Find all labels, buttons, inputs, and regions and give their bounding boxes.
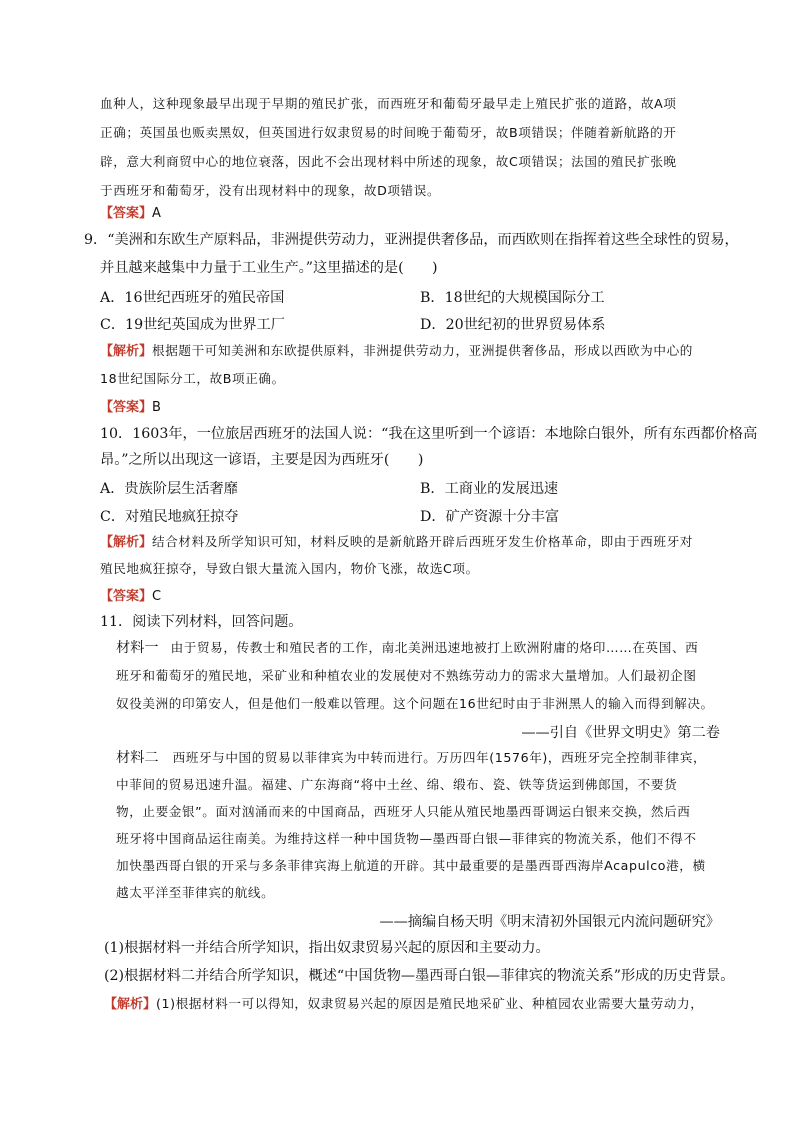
q9-option-a: A．16世纪西班牙的殖民帝国: [100, 290, 285, 306]
answer-tag: 【答案】: [100, 400, 153, 415]
q9-option-b: B．18世纪的大规模国际分工: [420, 290, 605, 306]
q11-question-2: (2)根据材料二并结合所学知识，概述“中国货物—墨西哥白银—菲律宾的物流关系”形成的历史背景。: [104, 968, 735, 984]
q11-material2-line-5: 加快墨西哥白银的开采与多条菲律宾海上航道的开辟。其中最重要的是墨西哥西海岸Acapulco港，横: [116, 858, 706, 873]
answer-tag: 【答案】: [100, 206, 153, 221]
analysis-tag: 【解析】: [100, 344, 153, 359]
q9-answer-line: [100, 397, 161, 418]
q11-stem: 11．阅读下列材料，回答问题。: [100, 614, 303, 630]
q11-analysis-text-1: (1)根据材料一可以得知，奴隶贸易兴起的原因是殖民地采矿业、种植园农业需要大量劳动力，: [156, 996, 704, 1011]
q8-analysis-line-4: 于西班牙和葡萄牙，没有出现材料中的现象，故D项错误。: [100, 183, 441, 198]
q10-analysis-line-2: 殖民地疯狂掠夺，导致白银大量流入国内，物价飞涨，故选C项。: [100, 561, 479, 576]
material1-text-1: 由于贸易，传教士和殖民者的工作，南北美洲迅速地被打上欧洲附庸的烙印……在英国、西: [170, 640, 699, 655]
q11-analysis-line-1: [104, 994, 703, 1015]
q11-material2-line-6: 越太平洋至菲律宾的航线。: [116, 885, 275, 900]
q10-analysis-line-1: [100, 532, 693, 553]
q9-answer: B: [152, 400, 161, 415]
material2-text-1: 西班牙与中国的贸易以菲律宾为中转而进行。万历四年(1576年)，西班牙完全控制菲律宾，: [172, 750, 707, 765]
q8-answer-line: [100, 203, 161, 224]
q9-option-d: D．20世纪初的世界贸易体系: [420, 317, 606, 333]
q11-material1-line-2: 班牙和葡萄牙的殖民地，采矿业和种植农业的发展使对不熟练劳动力的需求大量增加。人们最初企图: [116, 668, 697, 683]
q11-material2-line-1: [116, 748, 706, 768]
q8-analysis-line-2: 正确；英国虽也贩卖黑奴，但英国进行奴隶贸易的时间晚于葡萄牙，故B项错误；伴随着新航路的开: [100, 125, 677, 140]
q8-answer: A: [152, 206, 161, 221]
q10-option-b: B．工商业的发展迅速: [420, 481, 559, 497]
q9-analysis-line-1: [100, 341, 693, 362]
q10-stem-line-2: 昂。”之所以出现这一谚语，主要是因为西班牙( ): [100, 452, 424, 468]
q11-question-1: (1)根据材料一并结合所学知识，指出奴隶贸易兴起的原因和主要动力。: [104, 940, 550, 956]
q10-option-c: C．对殖民地疯狂掠夺: [100, 509, 239, 525]
material2-label: 材料二: [116, 750, 159, 766]
analysis-tag: 【解析】: [100, 535, 153, 550]
answer-tag: 【答案】: [100, 589, 153, 604]
q10-stem-line-1: 10．1603年，一位旅居西班牙的法国人说：“我在这里听到一个谚语：本地除白银外，所有东西都价格高: [100, 426, 758, 442]
q11-material2-source: ——摘编自杨天明《明末清初外国银元内流问题研究》: [379, 914, 720, 930]
q10-option-d: D．矿产资源十分丰富: [420, 509, 560, 525]
material1-label: 材料一: [116, 640, 159, 656]
q9-option-c: C．19世纪英国成为世界工厂: [100, 317, 285, 333]
q10-option-a: A．贵族阶层生活奢靡: [100, 481, 238, 497]
q8-analysis-line-1: 血种人，这种现象最早出现于早期的殖民扩张，而西班牙和葡萄牙最早走上殖民扩张的道路，故A项: [100, 96, 677, 111]
q11-material1-source: ——引自《世界文明史》第二卷: [521, 725, 720, 741]
q10-answer: C: [152, 589, 162, 604]
q11-material2-line-2: 中菲间的贸易迅速升温。福建、广东海商“将中土丝、绵、缎布、瓷、铁等货运到佛郎国，不要货: [116, 777, 678, 792]
q9-stem-line-2: 并且越来越集中力量于工业生产。”这里描述的是( ): [100, 260, 438, 276]
q11-material2-line-3: 物，止要金银”。面对汹涌而来的中国商品，西班牙人只能从殖民地墨西哥调运白银来交换，然后西: [116, 804, 691, 819]
q9-analysis-line-2: 18世纪国际分工，故B项正确。: [100, 371, 285, 386]
q11-material1-line-1: [116, 638, 698, 658]
q11-material2-line-4: 班牙将中国商品运往南美。为维持这样一种中国货物—墨西哥白银—菲律宾的物流关系，他们不得不: [116, 831, 697, 846]
q9-stem-line-1: 9．“美洲和东欧生产原料品，非洲提供劳动力，亚洲提供奢侈品，而西欧则在指挥着这些全球性的贸易，: [84, 232, 739, 248]
q8-analysis-line-3: 辟，意大利商贸中心的地位衰落，因此不会出现材料中所述的现象，故C项错误；法国的殖民扩张晚: [100, 154, 677, 169]
q11-material1-line-3: 奴役美洲的印第安人，但是他们一般难以管理。这个问题在16世纪时由于非洲黑人的输入而得到解决。: [116, 696, 714, 711]
analysis-tag: 【解析】: [104, 997, 157, 1012]
q10-answer-line: [100, 586, 161, 607]
q10-analysis-text-1: 结合材料及所学知识可知，材料反映的是新航路开辟后西班牙发生价格革命，即由于西班牙对: [152, 534, 693, 549]
q9-analysis-text-1: 根据题干可知美洲和东欧提供原料，非洲提供劳动力，亚洲提供奢侈品，形成以西欧为中心的: [152, 343, 693, 358]
